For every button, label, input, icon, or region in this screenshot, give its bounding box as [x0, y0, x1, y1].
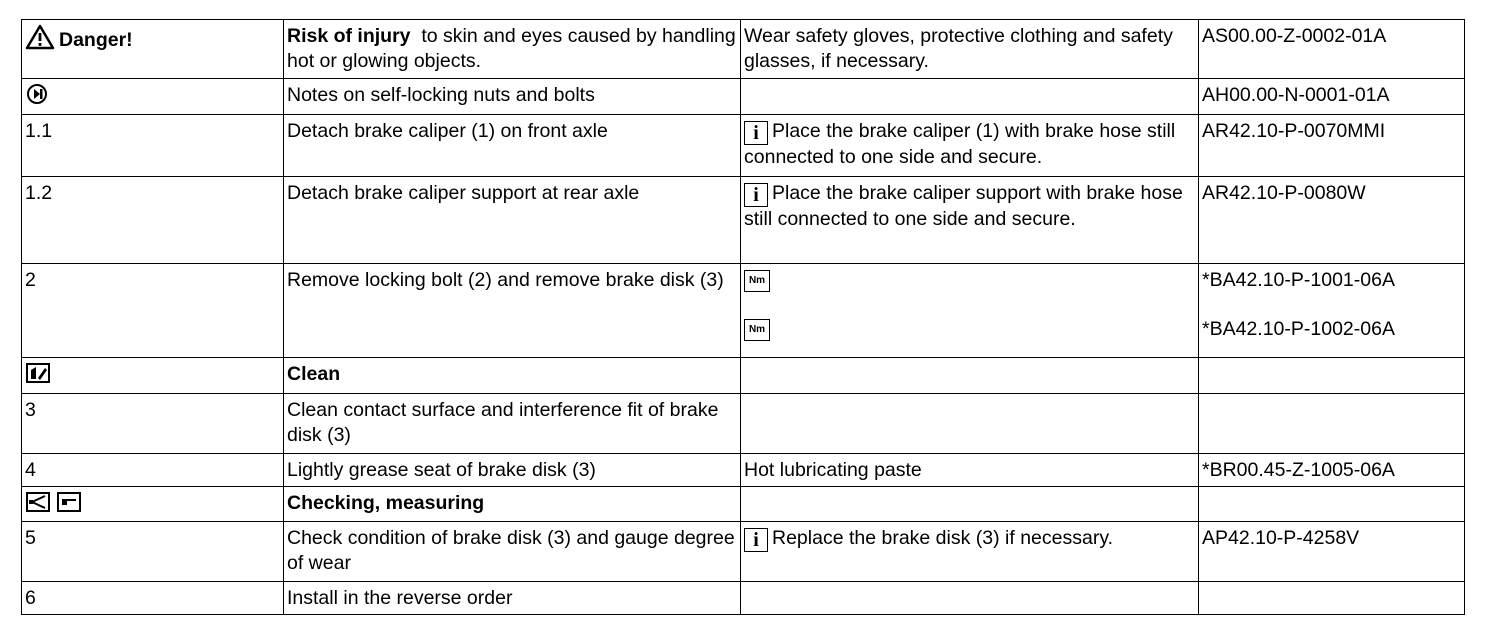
step-number-cell	[22, 454, 284, 487]
clean-icon	[25, 362, 51, 384]
table-row	[22, 20, 1465, 79]
note-cell	[741, 358, 1199, 394]
reference-code: AP42.10-P-4258V	[1202, 527, 1360, 549]
reference-cell	[1199, 358, 1465, 394]
icon-cell	[22, 358, 284, 394]
step-text: Remove locking bolt (2) and remove brake disk (3)	[287, 269, 724, 291]
table-row	[22, 358, 1465, 394]
table-row	[22, 394, 1465, 454]
note-cell	[741, 487, 1199, 522]
step-number: 1.1	[25, 120, 53, 142]
reference-cell	[1199, 20, 1465, 79]
info-icon: i	[744, 121, 768, 145]
description-cell	[284, 177, 741, 264]
note-cell	[741, 394, 1199, 454]
note-text: Wear safety gloves, protective clothing and safety glasses, if necessary.	[744, 25, 1173, 72]
reference-code: *BR00.45-Z-1005-06A	[1202, 459, 1395, 481]
reference-cell	[1199, 487, 1465, 522]
note-text: Place the brake caliper (1) with brake hose still connected to one side and secure.	[744, 120, 1176, 168]
risk-text: to skin and eyes caused by handling hot or glowing objects.	[287, 25, 742, 72]
table-row	[22, 264, 1465, 358]
step-text: Detach brake caliper (1) on front axle	[287, 120, 608, 142]
note-cell	[741, 79, 1199, 115]
step-number: 4	[25, 459, 36, 481]
self-locking-nut-icon	[25, 83, 51, 105]
step-number-cell	[22, 522, 284, 582]
reference-cell	[1199, 454, 1465, 487]
icon-cell	[22, 79, 284, 115]
section-heading: Checking, measuring	[287, 492, 485, 514]
note-text: Replace the brake disk (3) if necessary.	[772, 527, 1114, 549]
info-icon: i	[744, 528, 768, 552]
section-heading: Clean	[287, 363, 341, 385]
description-cell	[284, 79, 741, 115]
table-row	[22, 177, 1465, 264]
reference-code: AH00.00-N-0001-01A	[1202, 84, 1390, 106]
reference-cell	[1199, 264, 1465, 358]
reference-cell	[1199, 394, 1465, 454]
step-number-cell	[22, 582, 284, 615]
measure-icon	[56, 491, 82, 513]
reference-code: AR42.10-P-0070MMI	[1202, 120, 1386, 142]
step-number: 1.2	[25, 182, 53, 204]
warning-triangle-icon	[25, 24, 55, 50]
step-number-cell	[22, 264, 284, 358]
note-cell	[741, 177, 1199, 264]
risk-heading: Risk of injury	[287, 25, 411, 47]
note-cell	[741, 264, 1199, 358]
reference-cell	[1199, 582, 1465, 615]
note-cell	[741, 454, 1199, 487]
description-cell	[284, 394, 741, 454]
danger-cell	[22, 20, 284, 79]
note-text: Hot lubricating paste	[744, 459, 922, 481]
reference-cell	[1199, 79, 1465, 115]
step-text: Check condition of brake disk (3) and gauge degree of wear	[287, 527, 735, 574]
danger-label: Danger!	[59, 29, 133, 51]
check-icon	[25, 491, 51, 513]
note-cell	[741, 115, 1199, 177]
step-number-cell	[22, 177, 284, 264]
step-text: Install in the reverse order	[287, 587, 513, 609]
note-cell	[741, 582, 1199, 615]
reference-code: AR42.10-P-0080W	[1202, 182, 1366, 204]
note-cell	[741, 522, 1199, 582]
description-cell	[284, 115, 741, 177]
reference-cell	[1199, 522, 1465, 582]
description-cell	[284, 264, 741, 358]
reference-code: *BA42.10-P-1001-06A	[1202, 269, 1395, 291]
table-row	[22, 582, 1465, 615]
section-heading-cell	[284, 487, 741, 522]
procedure-table	[21, 19, 1465, 615]
step-number-cell	[22, 115, 284, 177]
note-cell	[741, 20, 1199, 79]
reference-code: *BA42.10-P-1002-06A	[1202, 318, 1395, 340]
info-icon: i	[744, 183, 768, 207]
description-cell	[284, 20, 741, 79]
step-number: 2	[25, 269, 36, 291]
table-row	[22, 522, 1465, 582]
step-text: Detach brake caliper support at rear axle	[287, 182, 640, 204]
torque-nm-icon: Nm	[744, 270, 770, 292]
torque-nm-icon: Nm	[744, 319, 770, 341]
step-text: Notes on self-locking nuts and bolts	[287, 84, 595, 106]
description-cell	[284, 522, 741, 582]
description-cell	[284, 454, 741, 487]
reference-cell	[1199, 115, 1465, 177]
step-number-cell	[22, 394, 284, 454]
description-cell	[284, 582, 741, 615]
table-row	[22, 79, 1465, 115]
note-text: Place the brake caliper support with brake hose still connected to one side and secure.	[744, 182, 1183, 230]
step-number: 6	[25, 587, 36, 609]
reference-cell	[1199, 177, 1465, 264]
table-row	[22, 487, 1465, 522]
table-row	[22, 115, 1465, 177]
reference-code: AS00.00-Z-0002-01A	[1202, 25, 1387, 47]
step-number: 3	[25, 399, 36, 421]
step-text: Clean contact surface and interference fit of brake disk (3)	[287, 399, 719, 446]
step-text: Lightly grease seat of brake disk (3)	[287, 459, 596, 481]
section-heading-cell	[284, 358, 741, 394]
step-number: 5	[25, 527, 36, 549]
table-row	[22, 454, 1465, 487]
icon-cell	[22, 487, 284, 522]
